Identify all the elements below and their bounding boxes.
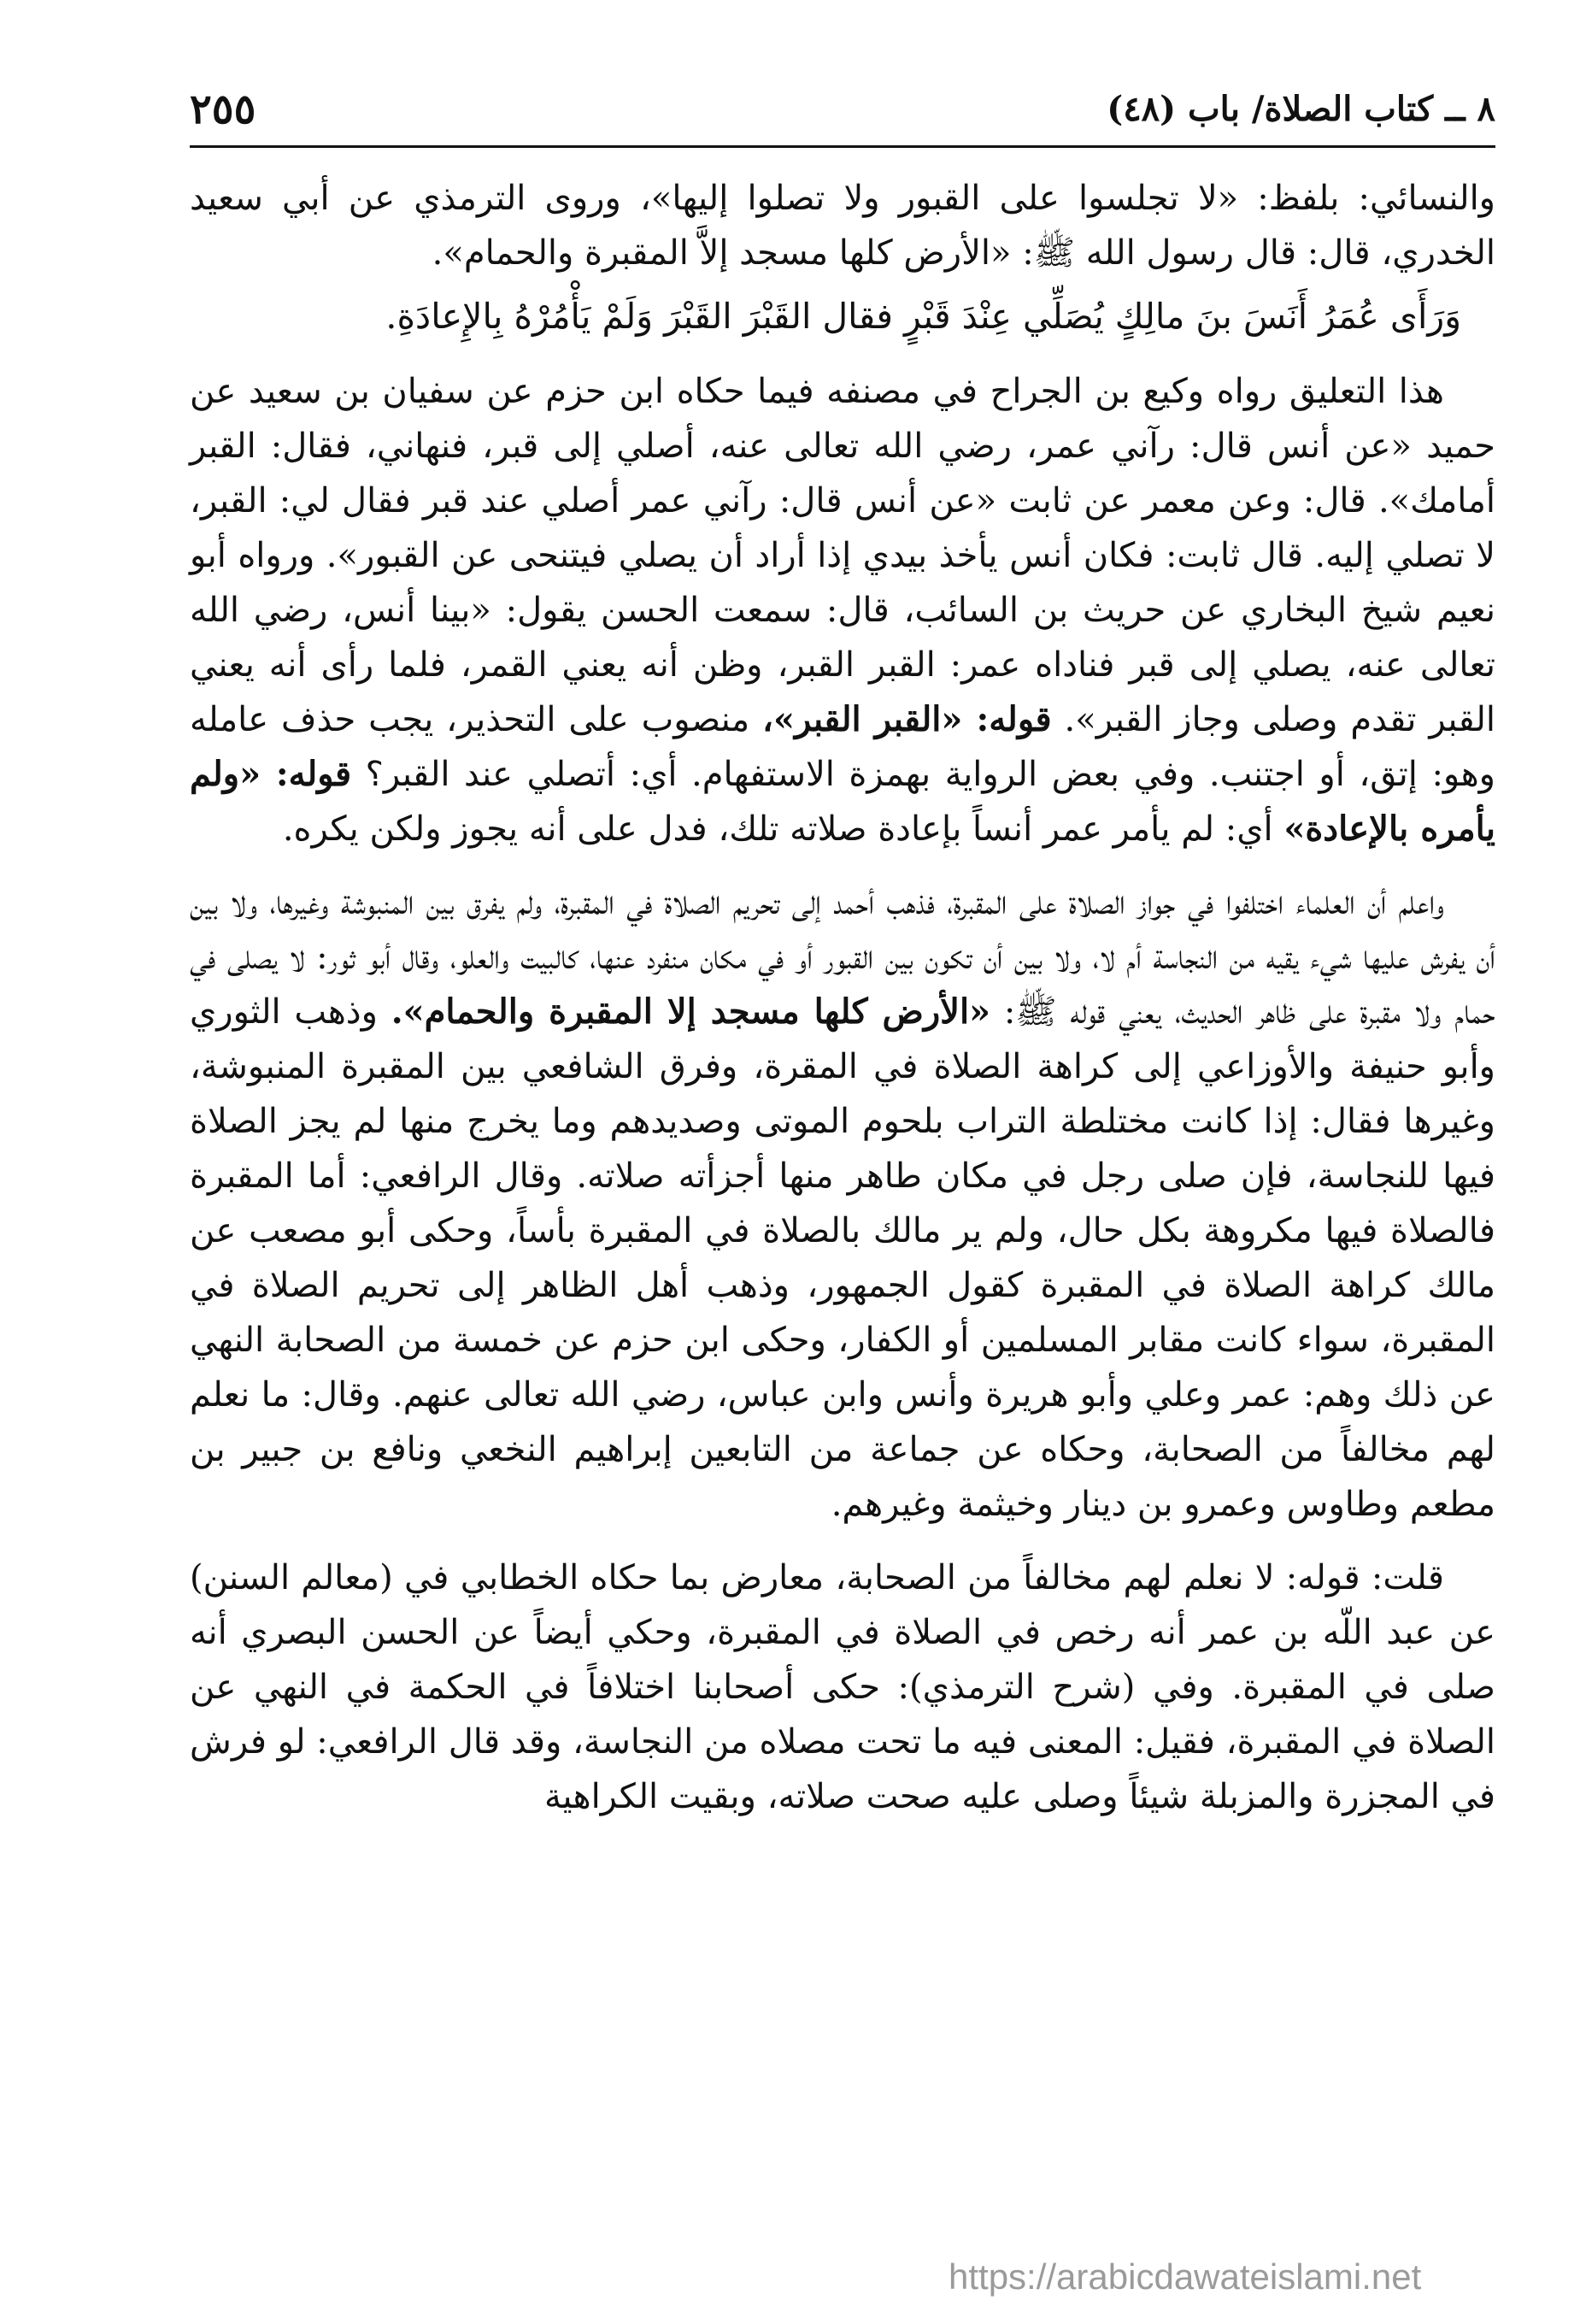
- hadith-line: وَرَأَى عُمَرُ أَنَسَ بنَ مالِكٍ يُصَلِّي عِنْدَ قَبْرٍ فقال القَبْرَ القَبْرَ وَلَمْ يَأْمُرْهُ بِالإِعادَةِ.: [385, 296, 1461, 337]
- paragraph-text: والنسائي: بلفظ: «لا تجلسوا على القبور ولا تصلوا إليها»، وروى الترمذي عن أبي سعيد الخدري، قال: قال رسول الله ﷺ: «الأرض كلها مسجد إلاَّ المقبرة والحمام».: [190, 179, 1496, 273]
- paragraph-scholars: [190, 875, 1495, 1532]
- paragraph-qultu: [190, 1550, 1495, 1824]
- watermark-url: https://arabicdawateislami.net: [949, 2256, 1422, 2297]
- paragraph-text: منصوب على التحذير، يجب حذف عامله وهو: إتق، أو اجتنب. وفي بعض الرواية بهمزة الاستفهام. أي: أتصلي عند القبر؟: [190, 700, 1495, 794]
- paragraph-text: أي: لم يأمر عمر أنساً بإعادة صلاته تلك، فدل على أنه يجوز ولكن يكره.: [282, 809, 1273, 849]
- paragraph-commentary: [190, 364, 1495, 856]
- paragraph-text: واعلم أن العلماء اختلفوا في جواز الصلاة على المقبرة، فذهب أحمد إلى تحريم الصلاة في المقبرة، ولم يفرق بين المنبوشة وغيرها، ولا بين أن يفرش عليها شيء يقيه من النجاسة أم لا، ولا بين أن تكون بين القبور أو في مكان منفرد عنها، كالبيت والعلو، وقال أبو ثور: لا يصلى في حمام ولا مقبرة على ظاهر الحديث، يعني قوله ﷺ:: [190, 883, 1496, 1032]
- paragraph-text: هذا التعليق رواه وكيع بن الجراح في مصنفه فيما حكاه ابن حزم عن سفيان بن سعيد عن حميد «عن أنس قال: رآني عمر، رضي الله تعالى عنه، أصلي إلى قبر، فنهاني، فقال: القبر أمامك». قال: وعن معمر عن ثابت «عن أنس قال: رآني عمر أصلي عند قبر فقال لي: القبر، لا تصلي إليه. قال ثابت: فكان أنس يأخذ بيدي إذا أراد أن يصلي فيتنحى عن القبور». ورواه أبو نعيم شيخ البخاري عن حريث بن السائب، قال: سمعت الحسن يقول: «بينا أنس، رضي الله تعالى عنه، يصلي إلى قبر فناداه عمر: القبر القبر، وظن أنه يعني القمر، فلما رأى أنه يعني القبر تقدم وصلى وجاز القبر».: [190, 372, 1496, 739]
- page-body: [190, 171, 1495, 1824]
- keyword-qawluhu-1: قوله: «القبر القبر»،: [762, 699, 1052, 739]
- paragraph-text: قلت: قوله: لا نعلم لهم مخالفاً من الصحابة، معارض بما حكاه الخطابي في (معالم السنن) عن عبد اللّه بن عمر أنه رخص في الصلاة في المقبرة، وحكي أيضاً عن الحسن البصري أنه صلى في المقبرة. وفي (شرح الترمذي): حكى أصحابنا اختلافاً في الحكمة في النهي عن الصلاة في المقبرة، فقيل: المعنى فيه ما تحت مصلاه من النجاسة، وقد قال الرافعي: لو فرش في المجزرة والمزبلة شيئاً وصلى عليه صحت صلاته، وبقيت الكراهية: [190, 1558, 1496, 1816]
- paragraph-text: وذهب الثوري وأبو حنيفة والأوزاعي إلى كراهة الصلاة في المقرة، وفرق الشافعي بين المقبرة المنبوشة، وغيرها فقال: إذا كانت مختلطة التراب بلحوم الموتى وصديدهم وما يخرج منها لم يجز الصلاة فيها للنجاسة، فإن صلى رجل في مكان طاهر منها أجزأته صلاته. وقال الرافعي: أما المقبرة فالصلاة فيها مكروهة بكل حال، ولم ير مالك بالصلاة في المقبرة بأساً، وحكى أبو مصعب عن مالك كراهة الصلاة في المقبرة كقول الجمهور، وذهب أهل الظاهر إلى تحريم الصلاة في المقبرة، سواء كانت مقابر المسلمين أو الكفار، وحكى ابن حزم عن خمسة من الصحابة النهي عن ذلك وهم: عمر وعلي وأبو هريرة وأنس وابن عباس، رضي الله تعالى عنهم. وقال: ما نعلم لهم مخالفاً من الصحابة، وحكاه عن جماعة من التابعين إبراهيم النخعي ونافع بن جبير بن مطعم وطاوس وعمرو بن دينار وخيثمة وغيرهم.: [190, 992, 1496, 1524]
- page-header: [190, 85, 1495, 148]
- hadith-text: [190, 287, 1495, 345]
- keyword-qawluhu-2: قوله: «ولم يأمره بالإعادة»: [190, 754, 1495, 849]
- keyword-hadith-quote: «الأرض كلها مسجد إلا المقبرة والحمام».: [391, 991, 991, 1032]
- page-number: ٢٥٥: [190, 85, 256, 133]
- paragraph-nasai: [190, 171, 1495, 280]
- book-page: [190, 0, 1495, 2324]
- running-title: ٨ ــ كتاب الصلاة/ باب (٤٨): [1107, 89, 1495, 129]
